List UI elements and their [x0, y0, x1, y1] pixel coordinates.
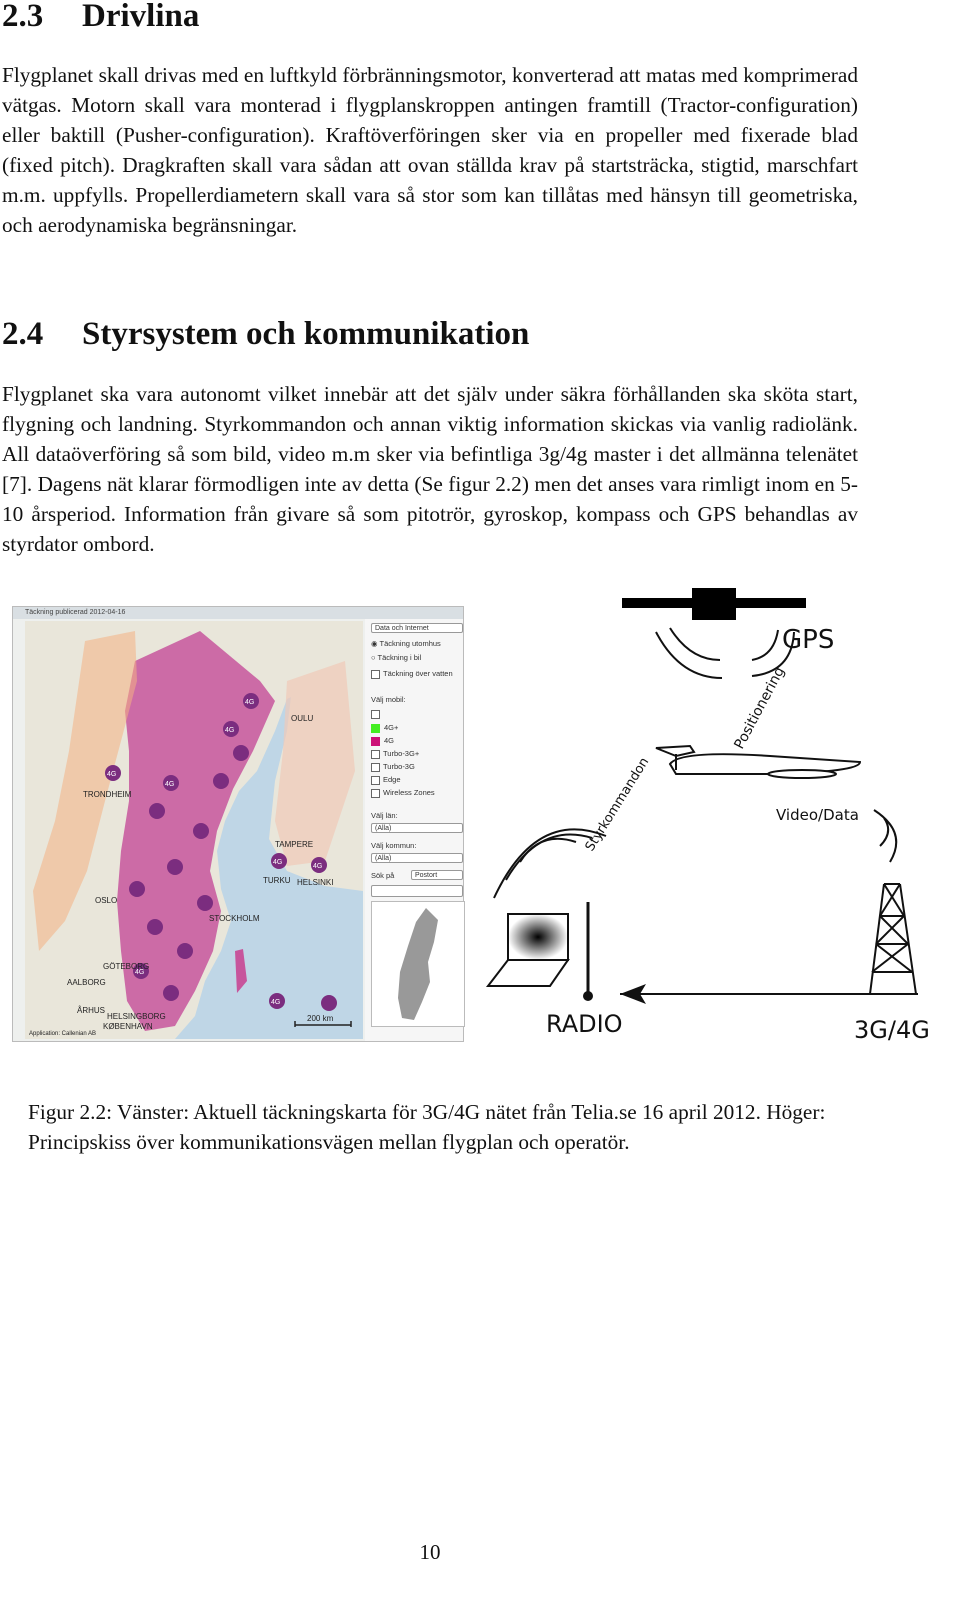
satellite-body-icon [692, 588, 736, 620]
map-filter-panel [365, 619, 463, 1041]
legend-label: 4G+ [384, 723, 399, 732]
type-dropdown[interactable]: Data och Internet [371, 623, 463, 633]
radio-outdoor[interactable]: ◉ Täckning utomhus [371, 639, 441, 648]
section-title: Drivlina [82, 0, 200, 34]
communication-diagram [480, 580, 950, 1050]
legend-label: 4G [384, 736, 395, 745]
badge-4g-icon [177, 943, 193, 959]
minimap-sweden-shape [398, 908, 438, 1020]
place-turku: TURKU [263, 876, 291, 885]
badge-label: 4G [107, 771, 117, 778]
map-footer: Application: Callenian AB [29, 1031, 97, 1037]
legend-turbo-3g-plus[interactable] [371, 749, 419, 759]
badge-4g-icon [163, 985, 179, 1001]
choose-county-label: Välj län: [371, 811, 398, 820]
badge-4g-icon [167, 859, 183, 875]
page-number: 10 [419, 1540, 441, 1564]
legend-4g [371, 736, 394, 746]
place-aalborg: AALBORG [67, 978, 106, 987]
positioning-label: Positionering [731, 664, 789, 752]
badge-label: 4G [273, 859, 283, 866]
video-data-label: Video/Data [776, 806, 859, 824]
badge-label: 4G [271, 999, 281, 1006]
radio-car[interactable]: ○ Täckning i bil [371, 653, 422, 662]
badge-label: 4G [225, 727, 235, 734]
county-dropdown[interactable]: (Alla) [371, 823, 463, 833]
radio-outdoor-label: Täckning utomhus [379, 639, 441, 648]
choose-municipality-label: Välj kommun: [371, 841, 417, 850]
badge-label: 4G [245, 699, 255, 706]
control-label: Styrkommandon [582, 755, 653, 855]
checkbox-icon [371, 750, 380, 759]
satellite-panel-right [736, 598, 806, 608]
sweden-minimap [371, 901, 465, 1027]
radio-antenna-base [583, 991, 593, 1001]
choose-mobile-label: Välj mobil: [371, 695, 406, 704]
badge-4g-icon [149, 803, 165, 819]
checkbox-icon [371, 763, 380, 772]
legend-edge[interactable] [371, 775, 401, 785]
checkbox-icon [371, 789, 380, 798]
coverage-map [25, 621, 363, 1039]
badge-4g-icon [197, 895, 213, 911]
scale-label: 200 km [307, 1014, 334, 1023]
place-kobenhavn: KØBENHAVN [103, 1022, 153, 1031]
aircraft-icon [656, 746, 860, 778]
section-heading-2-3 [2, 0, 199, 35]
badge-4g-icon [193, 823, 209, 839]
signal-arc-icon [752, 630, 778, 660]
signal-arc-icon [670, 628, 720, 660]
place-arhus: ÅRHUS [77, 1006, 106, 1015]
network-label: 3G/4G [854, 1016, 930, 1044]
figure-caption [28, 1097, 888, 1157]
place-helsinki: HELSINKI [297, 878, 334, 887]
video-signal-arc-icon [874, 810, 896, 862]
badge-label: 4G [165, 781, 175, 788]
legend-label: Edge [383, 775, 401, 784]
badge-4g-icon [147, 919, 163, 935]
place-helsingborg: HELSINGBORG [107, 1012, 166, 1021]
search-label: Sök på [371, 871, 395, 880]
signal-arc-icon [656, 632, 722, 678]
legend-turbo-3g[interactable] [371, 762, 415, 772]
legend-4g-plus [371, 723, 398, 733]
badge-4g-icon [233, 745, 249, 761]
radio-label: RADIO [546, 1010, 623, 1038]
check-water[interactable] [371, 669, 459, 679]
place-oulu: OULU [291, 714, 314, 723]
badge-label: 4G [313, 863, 323, 870]
check-water-label: Täckning över vatten [383, 669, 453, 678]
badge-4g-icon [129, 881, 145, 897]
coverage-map-figure [12, 606, 464, 1042]
checkbox-icon [371, 670, 380, 679]
paragraph-drivlina: Flygplanet skall drivas med en luftkyld förbränningsmotor, konverterad att matas med komprimerad vätgas. Motorn skall vara monterad i flygplanskroppen antingen framtill (Tractor-configuration) eller baktill (Pusher-configuration). Kraftöverföringen sker via en propeller med fixerade blad (fixed pitch). Dragkraften skall vara sådan att ovan ställda krav på startsträcka, stigtid, marschfart m.m. uppfylls. Propellerdiametern skall vara så stor som kan tillåtas med hänsyn till geometriska, och aerodynamiska begränsningar. [2, 63, 858, 237]
cell-tower-icon [868, 884, 918, 994]
place-stockholm: STOCKHOLM [209, 914, 260, 923]
legend-swatch [371, 724, 380, 733]
caption-text: Vänster: Aktuell täckningskarta för 3G/4G nätet från Telia.se 16 april 2012. Höger: Principskiss över kommunikationsvägen mellan flygplan och operatör. [28, 1100, 826, 1154]
gps-label: GPS [782, 625, 835, 655]
place-oslo: OSLO [95, 896, 118, 905]
place-tampere: TAMPERE [275, 840, 314, 849]
municipality-dropdown[interactable]: (Alla) [371, 853, 463, 863]
section-heading-2-4 [2, 316, 529, 353]
checkbox-icon [371, 776, 380, 785]
laptop-icon [488, 914, 568, 986]
mobile-checkbox[interactable] [371, 709, 383, 719]
video-signal-arc-icon [880, 818, 888, 846]
checkbox-icon [371, 710, 380, 719]
legend-label: Wireless Zones [383, 788, 435, 797]
search-option-dropdown[interactable]: Postort [411, 870, 463, 880]
legend-label: Turbo-3G [383, 762, 415, 771]
badge-label: 4G [135, 969, 145, 976]
minimap-svg [372, 902, 464, 1026]
satellite-panel-left [622, 598, 692, 608]
radio-car-label: Täckning i bil [377, 653, 422, 662]
badge-4g-icon [321, 995, 337, 1011]
badge-4g-icon [213, 773, 229, 789]
section-number: 2.4 [2, 316, 44, 352]
place-trondheim: TRONDHEIM [83, 790, 132, 799]
caption-label: Figur 2.2: [28, 1100, 113, 1124]
place-goteborg: GÖTEBORG [103, 962, 150, 971]
legend-wireless-zones[interactable] [371, 788, 435, 798]
legend-swatch [371, 737, 380, 746]
section-title: Styrsystem och kommunikation [82, 316, 530, 352]
search-input[interactable] [371, 885, 463, 897]
section-number: 2.3 [2, 0, 44, 34]
map-header: Täckning publicerad 2012-04-16 [13, 607, 463, 619]
legend-label: Turbo-3G+ [383, 749, 420, 758]
paragraph-styrsystem: Flygplanet ska vara autonomt vilket innebär att det själv under säkra förhållanden ska sköta start, flygning och landning. Styrkommandon och annan viktig information skickas via vanlig radiolänk. All dataöverföring så som bild, video m.m sker via befintliga 3g/4g master i det allmänna telenätet [7]. Dagens nät klarar förmodligen inte av detta (Se figur 2.2) men det anses vara rimligt inom en 5-10 årsperiod. Information från givare så som pitotrör, gyroskop, kompass och GPS behandlas av styrdator ombord. [2, 382, 858, 556]
